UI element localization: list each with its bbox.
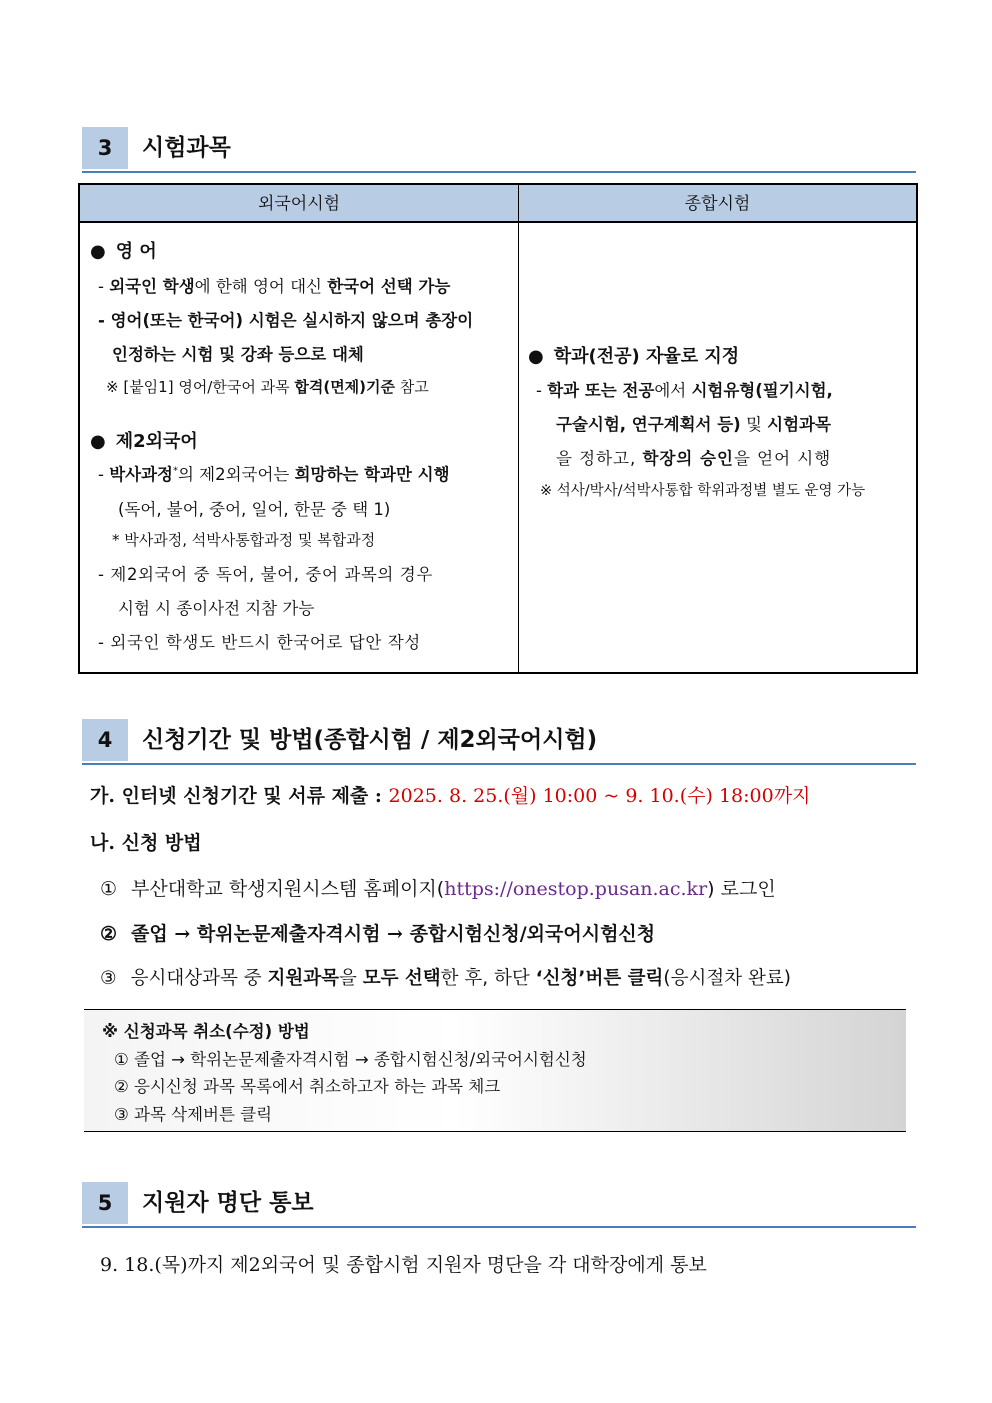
english-line-1: - 외국인 학생에 한해 영어 대신 한국어 선택 가능	[98, 277, 451, 296]
section-number: 4	[82, 719, 128, 761]
english-line-3: 인정하는 시험 및 강좌 등으로 대체	[112, 345, 364, 364]
column-divider	[518, 185, 519, 672]
comprehensive-line-1: - 학과 또는 전공에서 시험유형(필기시험,	[536, 381, 833, 400]
second-language-heading: ● 제2외국어	[90, 431, 198, 452]
section-number: 5	[82, 1182, 128, 1224]
section-5-header	[82, 1182, 916, 1228]
second-language-line-5: - 외국인 학생도 반드시 한국어로 답안 작성	[98, 633, 421, 652]
english-note: ※ [붙임1] 영어/한국어 과목 합격(면제)기준 참고	[106, 378, 429, 396]
section-3-header	[82, 127, 916, 173]
second-language-line-1: - 박사과정*의 제2외국어는 희망하는 학과만 시행	[98, 465, 450, 484]
step-1: ① 부산대학교 학생지원시스템 홈페이지(https://onestop.pusan.ac.kr) 로그인	[100, 878, 776, 900]
application-period-dates: 2025. 8. 25.(월) 10:00 ~ 9. 10.(수) 18:00까지	[388, 785, 811, 807]
second-language-footnote: * 박사과정, 석박사통합과정 및 복합과정	[112, 531, 376, 549]
second-language-line-2: (독어, 불어, 중어, 일어, 한문 중 택 1)	[118, 500, 391, 519]
bullet-icon: ●	[90, 241, 106, 262]
cancel-step-3: ③ 과목 삭제버튼 클릭	[114, 1105, 273, 1124]
notification-text: 9. 18.(목)까지 제2외국어 및 종합시험 지원자 명단을 각 대학장에게 통보	[100, 1254, 707, 1276]
application-method-heading: 나. 신청 방법	[90, 832, 202, 854]
cancel-method-title: ※ 신청과목 취소(수정) 방법	[102, 1022, 310, 1041]
second-language-line-4: 시험 시 종이사전 지참 가능	[118, 599, 315, 618]
cancel-step-1: ① 졸업 → 학위논문제출자격시험 → 종합시험신청/외국어시험신청	[114, 1050, 587, 1069]
english-line-2: - 영어(또는 한국어) 시험은 실시하지 않으며 총장이	[98, 311, 474, 330]
second-language-line-3: - 제2외국어 중 독어, 불어, 중어 과목의 경우	[98, 565, 433, 584]
comprehensive-line-2: 구술시험, 연구계획서 등) 및 시험과목	[556, 415, 831, 434]
column-header-comprehensive: 종합시험	[519, 185, 916, 223]
cancel-method-box	[84, 1009, 906, 1132]
english-heading: ● 영 어	[90, 241, 157, 262]
comprehensive-line-3: 을 정하고, 학장의 승인을 얻어 시행	[556, 449, 832, 468]
column-header-foreign-language: 외국어시험	[80, 185, 518, 223]
step-2: ② 졸업 → 학위논문제출자격시험 → 종합시험신청/외국어시험신청	[100, 923, 656, 945]
section-title: 시험과목	[142, 135, 231, 161]
section-number: 3	[82, 127, 128, 169]
section-title: 지원자 명단 통보	[142, 1190, 314, 1216]
comprehensive-heading: ● 학과(전공) 자율로 지정	[528, 346, 740, 367]
step-3: ③ 응시대상과목 중 지원과목을 모두 선택한 후, 하단 ‘신청’버튼 클릭(응시절차 완료)	[100, 968, 791, 989]
cancel-step-2: ② 응시신청 과목 목록에서 취소하고자 하는 과목 체크	[114, 1077, 501, 1096]
exam-subjects-table	[78, 183, 918, 674]
bullet-icon: ●	[528, 346, 544, 367]
comprehensive-note: ※ 석사/박사/석박사통합 학위과정별 별도 운영 가능	[540, 483, 866, 499]
onestop-link[interactable]: https://onestop.pusan.ac.kr	[444, 878, 708, 900]
section-4-header	[82, 719, 916, 765]
section-title: 신청기간 및 방법(종합시험 / 제2외국어시험)	[142, 727, 598, 753]
application-period: 가. 인터넷 신청기간 및 서류 제출 : 2025. 8. 25.(월) 10:00 ~ 9. 10.(수) 18:00까지	[90, 785, 811, 807]
bullet-icon: ●	[90, 431, 106, 452]
